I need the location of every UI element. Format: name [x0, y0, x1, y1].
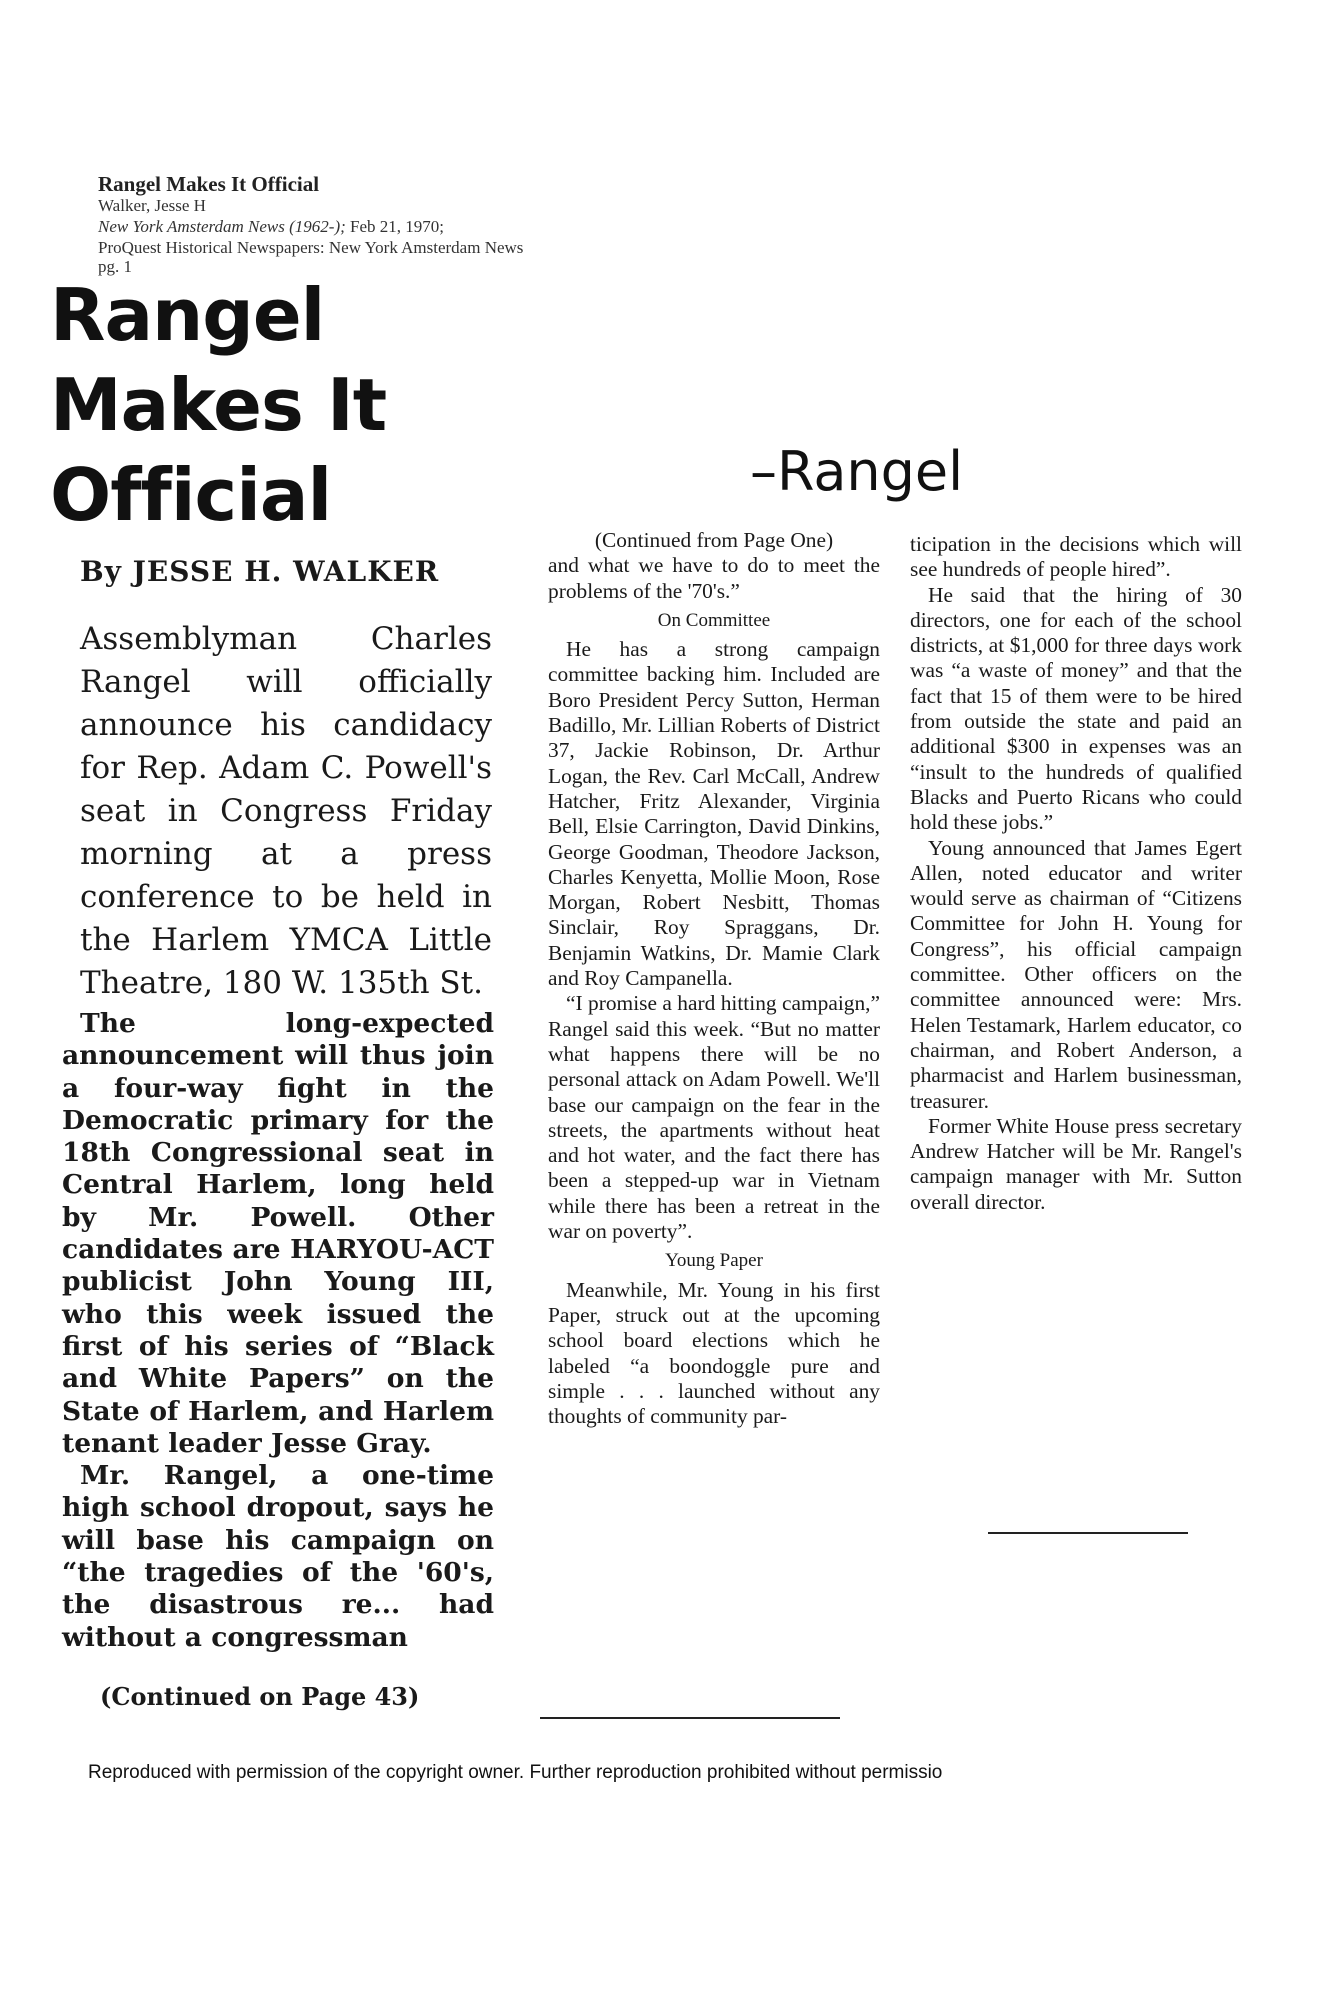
copyright-footer: Reproduced with permission of the copyright owner. Further reproduction prohibited without permissio — [88, 1762, 943, 1783]
headline-line-3: Official — [50, 453, 332, 537]
col3-paragraph-2: He said that the hiring of 30 directors, one for each of the school districts, at $1,000 for three days work was “a waste of money” and that the fact that 15 of them were to be hired from outside the state and paid an additional $300 in expenses was an “insult to the hundreds of qualified Blacks and Puerto Ricans who could hold these jobs.” — [910, 582, 1242, 835]
headline — [50, 270, 386, 540]
headline-line-2: Makes It — [50, 363, 387, 447]
column-2-end-rule — [540, 1717, 840, 1719]
citation-database: ProQuest Historical Newspapers: New York Amsterdam News — [98, 238, 524, 257]
column-3 — [910, 532, 1242, 1215]
col3-paragraph-4: Former White House press secretary Andrew Hatcher will be Mr. Rangel's campaign manager with Mr. Sutton overall director. — [910, 1113, 1242, 1214]
column-2 — [548, 528, 880, 1429]
column-3-end-rule — [988, 1532, 1188, 1534]
col3-paragraph-3: Young announced that James Egert Allen, noted educator and writer would serve as chairman of “Citizens Committee for John H. Young for Congress”, his official campaign committee. Other officers on the committee announced were: Mrs. Helen Testamark, Harlem educator, co chairman, and Robert Anderson, a pharmacist and Harlem businessman, treasurer. — [910, 835, 1242, 1113]
col1-paragraph-2: Mr. Rangel, a one-time high school dropout, says he will base his campaign on “the tragedies of the '60's, the disastrous re... had without a congressman — [62, 1460, 494, 1653]
citation-author: Walker, Jesse H — [98, 196, 206, 215]
col1-paragraph-1: The long-expected announcement will thus join a four-way fight in the Democratic primary for the 18th Congressional seat in Central Harlem, long held by Mr. Powell. Other candidates are HARYOU-ACT publicist John Young III, who this week issued the first of his series of “Black and White Papers” on the State of Harlem, and Harlem tenant leader Jesse Gray. — [62, 1008, 494, 1459]
col3-paragraph-1: ticipation in the decisions which will see hundreds of people hired”. — [910, 532, 1242, 582]
citation-source-date: Feb 21, 1970; — [345, 217, 444, 236]
subhead-young-paper: Young Paper — [665, 1250, 763, 1272]
jump-headline: –Rangel — [750, 440, 964, 503]
col2-paragraph-3: “I promise a hard hitting campaign,” Rangel said this week. “But no matter what happens there will be no personal attack on Adam Powell. We'll base our campaign on the fear in the streets, the apartments without heat and hot water, and the fact there has been a stepped-up war in Vietnam while there has been a retreat in the war on poverty”. — [548, 991, 880, 1244]
continued-on-note: (Continued on Page 43) — [100, 1682, 420, 1711]
citation-source-name: New York Amsterdam News (1962-); — [98, 217, 346, 236]
citation-source — [98, 216, 444, 238]
lead-paragraph: Assemblyman Charles Rangel will officially announce his candidacy for Rep. Adam C. Powell's seat in Congress Friday morning at a press conference to be held in the Harlem YMCA Little Theatre, 180 W. 135th St. — [80, 621, 492, 1001]
continued-from-note: (Continued from Page One) — [594, 528, 834, 552]
subhead-on-committee: On Committee — [657, 609, 771, 631]
headline-line-1: Rangel — [50, 273, 325, 357]
byline: By JESSE H. WALKER — [80, 555, 440, 588]
col2-paragraph-2: He has a strong campaign committee backing him. Included are Boro President Percy Sutton, Herman Badillo, Mr. Lillian Roberts of District 37, Jackie Robinson, Dr. Arthur Logan, the Rev. Carl McCall, Andrew Hatcher, Fritz Alexander, Virginia Bell, Elsie Carrington, David Dinkins, George Goodman, Theodore Jackson, Charles Kenyetta, Mollie Moon, Rose Morgan, Robert Nesbitt, Thomas Sinclair, Roy Spraggans, Dr. Benjamin Watkins, Dr. Mamie Clark and Roy Campanella. — [548, 637, 880, 991]
col2-paragraph-4: Meanwhile, Mr. Young in his first Paper, struck out at the upcoming school board elections which he labeled “a boondoggle pure and simple . . . launched without any thoughts of community par- — [548, 1277, 880, 1429]
column-1 — [62, 1008, 494, 1654]
citation-page: pg. 1 — [98, 257, 132, 276]
citation-title: Rangel Makes It Official — [98, 172, 320, 196]
col2-paragraph-1: and what we have to do to meet the problems of the '70's.” — [548, 553, 880, 603]
